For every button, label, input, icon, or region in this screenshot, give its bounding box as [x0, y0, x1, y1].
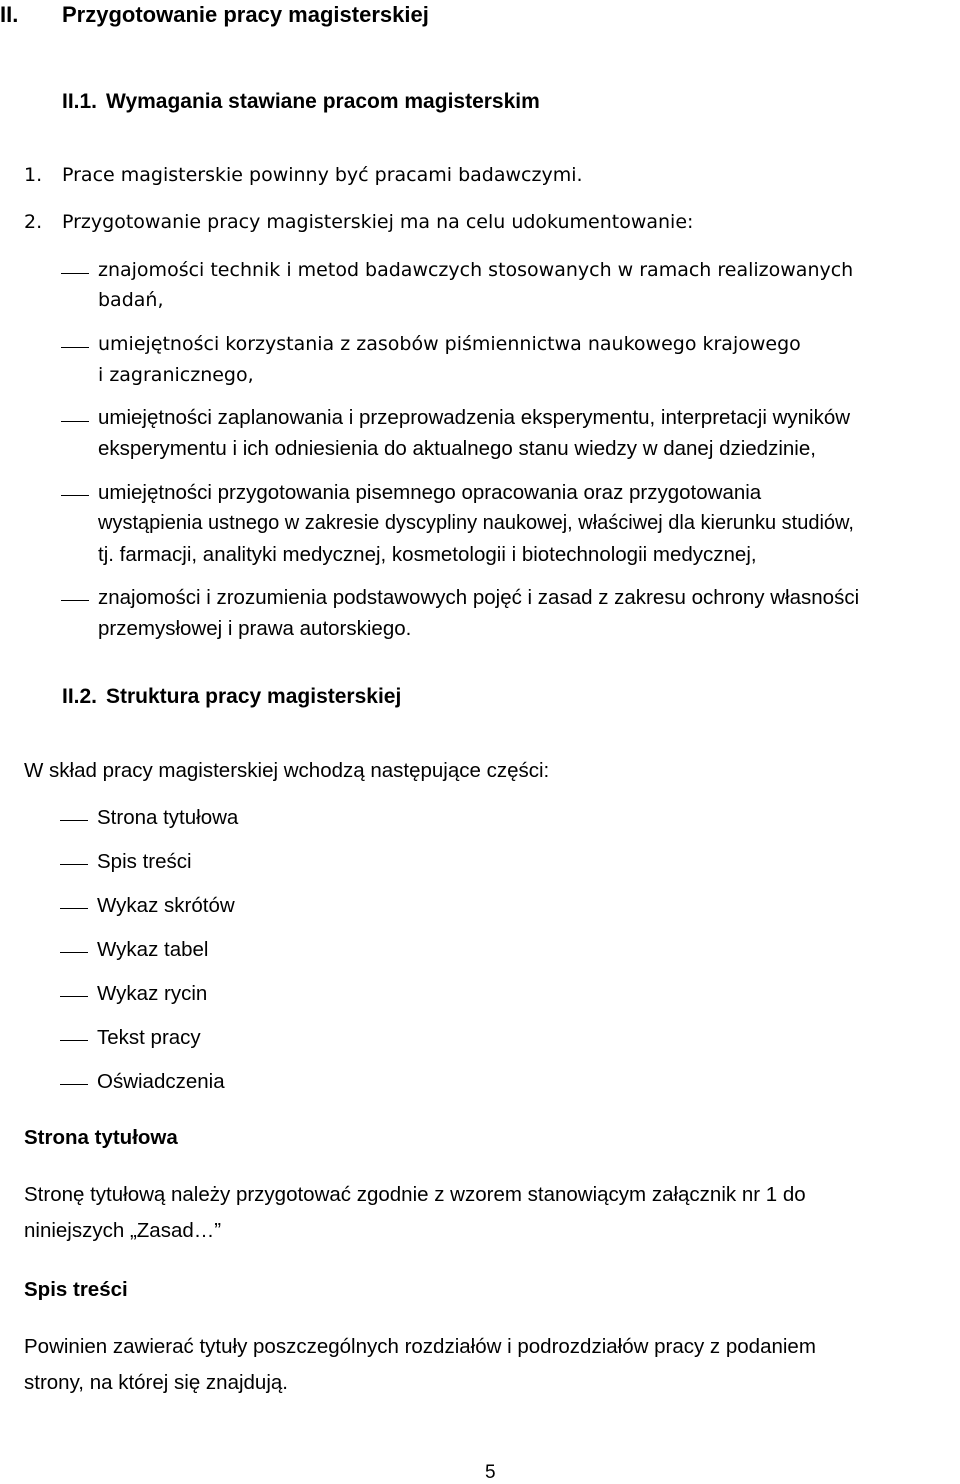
- list-item: Wykaz skrótów: [97, 894, 235, 917]
- subsection-number: II.1.: [62, 90, 98, 113]
- dash-bullet-icon: [60, 864, 88, 865]
- section-title: Przygotowanie pracy magisterskiej: [62, 2, 429, 27]
- list-item: Wykaz rycin: [97, 982, 208, 1005]
- paragraph: W skład pracy magisterskiej wchodzą następujące części:: [24, 759, 550, 782]
- bullet-text: umiejętności korzystania z zasobów piśmiennictwa naukowego krajowego: [98, 333, 801, 355]
- subsection-title: Wymagania stawiane pracom magisterskim: [106, 90, 540, 113]
- dash-bullet-icon: [60, 1084, 88, 1085]
- list-item: Oświadczenia: [97, 1070, 225, 1093]
- list-item: Wykaz tabel: [97, 938, 209, 961]
- dash-bullet-icon: [60, 820, 88, 821]
- bullet-text: tj. farmacji, analityki medycznej, kosmetologii i biotechnologii medycznej,: [98, 543, 757, 566]
- subsection-title: Struktura pracy magisterskiej: [106, 685, 402, 708]
- list-item: Przygotowanie pracy magisterskiej ma na celu udokumentowanie:: [62, 211, 694, 233]
- dash-bullet-icon: [60, 996, 88, 997]
- dash-bullet-icon: [60, 1040, 88, 1041]
- dash-bullet-icon: [60, 952, 88, 953]
- list-item: Strona tytułowa: [97, 806, 239, 829]
- paragraph: niniejszych „Zasad…”: [24, 1219, 222, 1242]
- list-item: Prace magisterskie powinny być pracami badawczymi.: [62, 164, 583, 186]
- section-number: II.: [0, 2, 19, 27]
- list-number: 1.: [24, 164, 43, 186]
- page-number: 5: [485, 1462, 496, 1483]
- dash-bullet-icon: [61, 273, 89, 274]
- bullet-text: znajomości i zrozumienia podstawowych pojęć i zasad z zakresu ochrony własności: [98, 586, 860, 609]
- bullet-text: badań,: [98, 289, 164, 311]
- dash-bullet-icon: [61, 347, 89, 348]
- list-item: Spis treści: [97, 850, 192, 873]
- list-number: 2.: [24, 211, 43, 233]
- bullet-text: umiejętności zaplanowania i przeprowadzenia eksperymentu, interpretacji wyników: [98, 406, 851, 429]
- list-item: Tekst pracy: [97, 1026, 201, 1049]
- dash-bullet-icon: [60, 908, 88, 909]
- bullet-text: i zagranicznego,: [98, 364, 254, 386]
- subsection-number: II.2.: [62, 685, 98, 708]
- paragraph: Stronę tytułową należy przygotować zgodnie z wzorem stanowiącym załącznik nr 1 do: [24, 1183, 806, 1206]
- paragraph: strony, na której się znajdują.: [24, 1371, 288, 1394]
- bullet-text: znajomości technik i metod badawczych stosowanych w ramach realizowanych: [98, 259, 854, 281]
- bullet-text: eksperymentu i ich odniesienia do aktualnego stanu wiedzy w danej dziedzinie,: [98, 437, 816, 460]
- paragraph-heading: Spis treści: [24, 1278, 128, 1301]
- dash-bullet-icon: [61, 421, 89, 422]
- paragraph: Powinien zawierać tytuły poszczególnych rozdziałów i podrozdziałów pracy z podaniem: [24, 1335, 816, 1358]
- dash-bullet-icon: [61, 495, 89, 496]
- paragraph-heading: Strona tytułowa: [24, 1126, 178, 1149]
- dash-bullet-icon: [61, 600, 89, 601]
- bullet-text: wystąpienia ustnego w zakresie dyscypliny naukowej, właściwej dla kierunku studiów,: [98, 512, 854, 534]
- bullet-text: przemysłowej i prawa autorskiego.: [98, 617, 412, 640]
- bullet-text: umiejętności przygotowania pisemnego opracowania oraz przygotowania: [98, 481, 762, 504]
